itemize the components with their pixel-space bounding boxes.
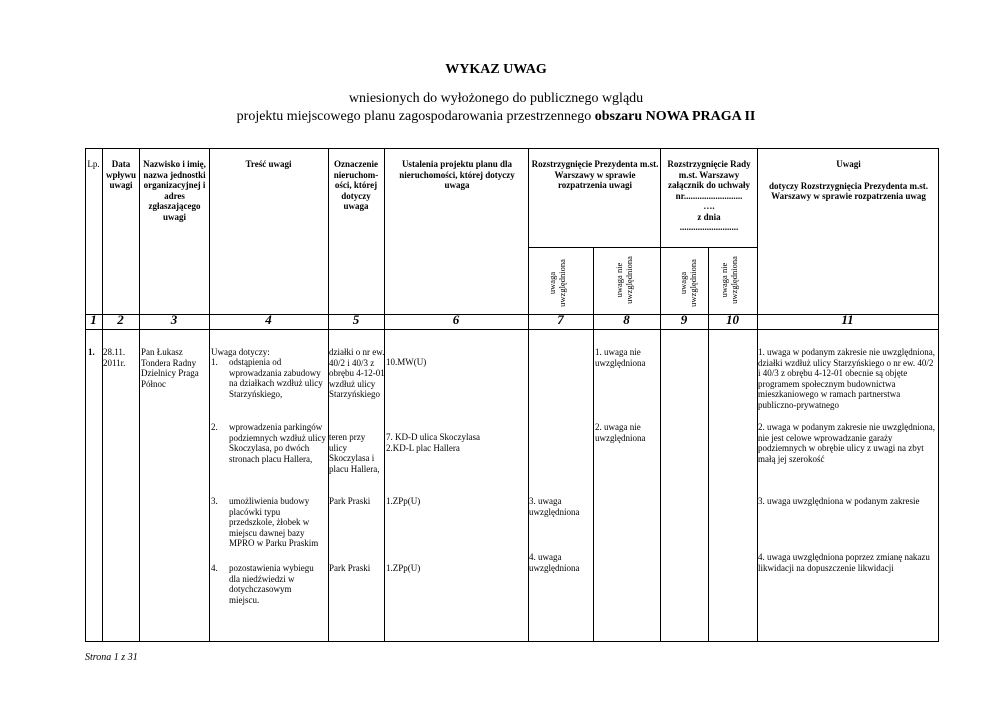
col-number-2: 2	[117, 312, 124, 327]
col-number-9: 9	[680, 312, 688, 327]
item-president-accepted-4: 4. uwaga uwzględniona	[529, 552, 580, 573]
col-border-7	[593, 247, 594, 642]
council-line-2: załącznik do uchwały	[667, 180, 750, 190]
item-text: wprowadzenia parkingów podziemnych wzdłuż ulicy Skoczylasa, po dwóch stronach placu Hallera,	[229, 422, 326, 464]
document-subtitle-2	[0, 109, 992, 125]
remarks-table	[85, 148, 939, 642]
subheader-president-rejected: uwaga nie uwzględniona	[614, 256, 634, 304]
remarks-title: Uwagi	[836, 159, 861, 169]
col-number-3: 3	[170, 312, 178, 327]
council-line-6: ..........................	[679, 222, 739, 232]
item-number: 3.	[211, 496, 218, 506]
document-subtitle-1: wniesionych do wyłożonego do publicznego wglądu	[348, 91, 644, 106]
subtitle-plain-part: projektu miejscowego planu zagospodarowania przestrzennego	[236, 109, 595, 124]
subheader-council-rejected: uwaga nie uwzględniona	[719, 256, 739, 304]
item-number: 4.	[211, 563, 218, 573]
document-title: WYKAZ UWAG	[445, 62, 547, 77]
col-number-4: 4	[265, 312, 272, 327]
col-border-1	[102, 148, 103, 642]
row-intro: Uwaga dotyczy:	[211, 347, 270, 357]
subheader-council-accepted: uwaga uwzględniona	[678, 259, 698, 307]
col-border-3	[209, 148, 210, 642]
row-lp: 1.	[88, 347, 95, 357]
item-president-rejected-2: 2. uwaga nie uwzględniona	[595, 422, 646, 443]
council-line-3: nr..........................	[675, 190, 743, 201]
col-number-11: 11	[841, 312, 854, 327]
item-number: 1.	[211, 357, 218, 367]
col-border-2	[139, 148, 140, 642]
item-plan-4: 1.ZPp(U)	[386, 563, 421, 573]
item-remarks-2: 2. uwaga w podanym zakresie nie uwzględniona, nie jest celowe wprowadzanie garaży podziemnych w obrębie ulicy z uwagi na zbyt małą jej szerokość	[758, 422, 935, 464]
item-plan-3: 1.ZPp(U)	[386, 496, 421, 506]
col-header-council	[661, 159, 757, 233]
item-property-1: działki o nr ew. 40/2 i 40/3 z obrębu 4-12-01 wzdłuż ulicy Starzyńskiego	[329, 347, 385, 399]
item-text: pozostawienia wybiegu dla niedźwiedzi w dotychczasowym miejscu.	[229, 563, 314, 605]
col-number-7: 7	[557, 312, 564, 327]
col-header-content: Treść uwagi	[245, 159, 292, 169]
council-line-1: Rozstrzygnięcie Rady m.st. Warszawy	[667, 159, 751, 180]
col-number-8: 8	[623, 312, 630, 327]
col-header-president: Rozstrzygnięcie Prezydenta m.st. Warszawy w sprawie rozpatrzenia uwagi	[531, 159, 659, 190]
item-text: odstąpienia od wprowadzania zabudowy na działkach wzdłuż ulicy Starzyńskiego,	[229, 357, 323, 399]
subheader-divider	[528, 247, 758, 248]
item-remarks-1: 1. uwaga w podanym zakresie nie uwzględniona, działki wzdłuż ulicy Starzyńskiego o nr ew. 40/2 i 40/3 z obrębu 4-12-01 obecnie są objęte programem społecznym budownictwa mieszkaniowego w ramach partnerstwa publiczno-prywatnego	[758, 347, 935, 410]
item-text: umożliwienia budowy placówki typu przedszkole, żłobek w miejscu dawnej bazy MPRO w Parku Praskim	[229, 496, 319, 548]
council-line-4: ….	[703, 201, 715, 211]
col-number-10: 10	[726, 312, 739, 327]
item-plan-1: 10.MW(U)	[386, 357, 427, 367]
col-header-plan: Ustalenia projektu planu dla nieruchomości, której dotyczy uwaga	[399, 159, 515, 190]
council-line-5: z dnia	[697, 211, 721, 222]
item-property-4: Park Praski	[329, 563, 371, 573]
item-plan-2: 7. KD-D ulica Skoczylasa 2.KD-L plac Hallera	[386, 432, 480, 453]
table-border-top	[85, 148, 939, 149]
col-border-0	[85, 148, 86, 642]
remarks-subtitle: dotyczy Rozstrzygnięcia Prezydenta m.st. Warszawy w sprawie rozpatrzenia uwag	[768, 180, 929, 201]
item-remarks-3: 3. uwaga uwzględniona w podanym zakresie	[758, 496, 920, 506]
col-header-property: Oznaczenie nieruchom-ości, której dotyczy uwaga	[333, 159, 379, 211]
item-remarks-4: 4. uwaga uwzględniona poprzez zmianę nakazu likwidacji na dopuszczenie likwidacji	[758, 552, 930, 573]
item-number: 2.	[211, 422, 218, 432]
col-number-1: 1	[90, 312, 97, 327]
col-header-remarks	[761, 159, 936, 202]
page-footer: Strona 1 z 31	[85, 652, 138, 663]
col-border-11	[938, 148, 939, 642]
col-header-date: Data wpływu uwagi	[105, 159, 136, 190]
row-submitter: Pan Łukasz Tondera Radny Dzielnicy Praga Północ	[141, 347, 199, 389]
item-president-accepted-3: 3. uwaga uwzględniona	[529, 496, 580, 517]
numbers-divider	[85, 329, 939, 330]
subheader-president-accepted: uwaga uwzględniona	[547, 259, 567, 307]
col-header-lp: Lp.	[87, 159, 100, 169]
col-number-5: 5	[352, 312, 360, 327]
col-number-6: 6	[452, 312, 460, 327]
col-header-submitter: Nazwisko i imię, nazwa jednostki organizacyjnej i adres zgłaszającego uwagi	[143, 159, 206, 222]
item-property-2: teren przy ulicy Skoczylasa i placu Hallera,	[329, 432, 380, 474]
item-property-3: Park Praski	[329, 496, 371, 506]
row-date: 28.11. 2011r.	[103, 347, 126, 368]
item-president-rejected-1: 1. uwaga nie uwzględniona	[595, 347, 646, 368]
table-border-bottom	[85, 641, 939, 642]
subtitle-bold-part: obszaru NOWA PRAGA II	[594, 109, 756, 124]
col-border-9	[708, 247, 709, 642]
